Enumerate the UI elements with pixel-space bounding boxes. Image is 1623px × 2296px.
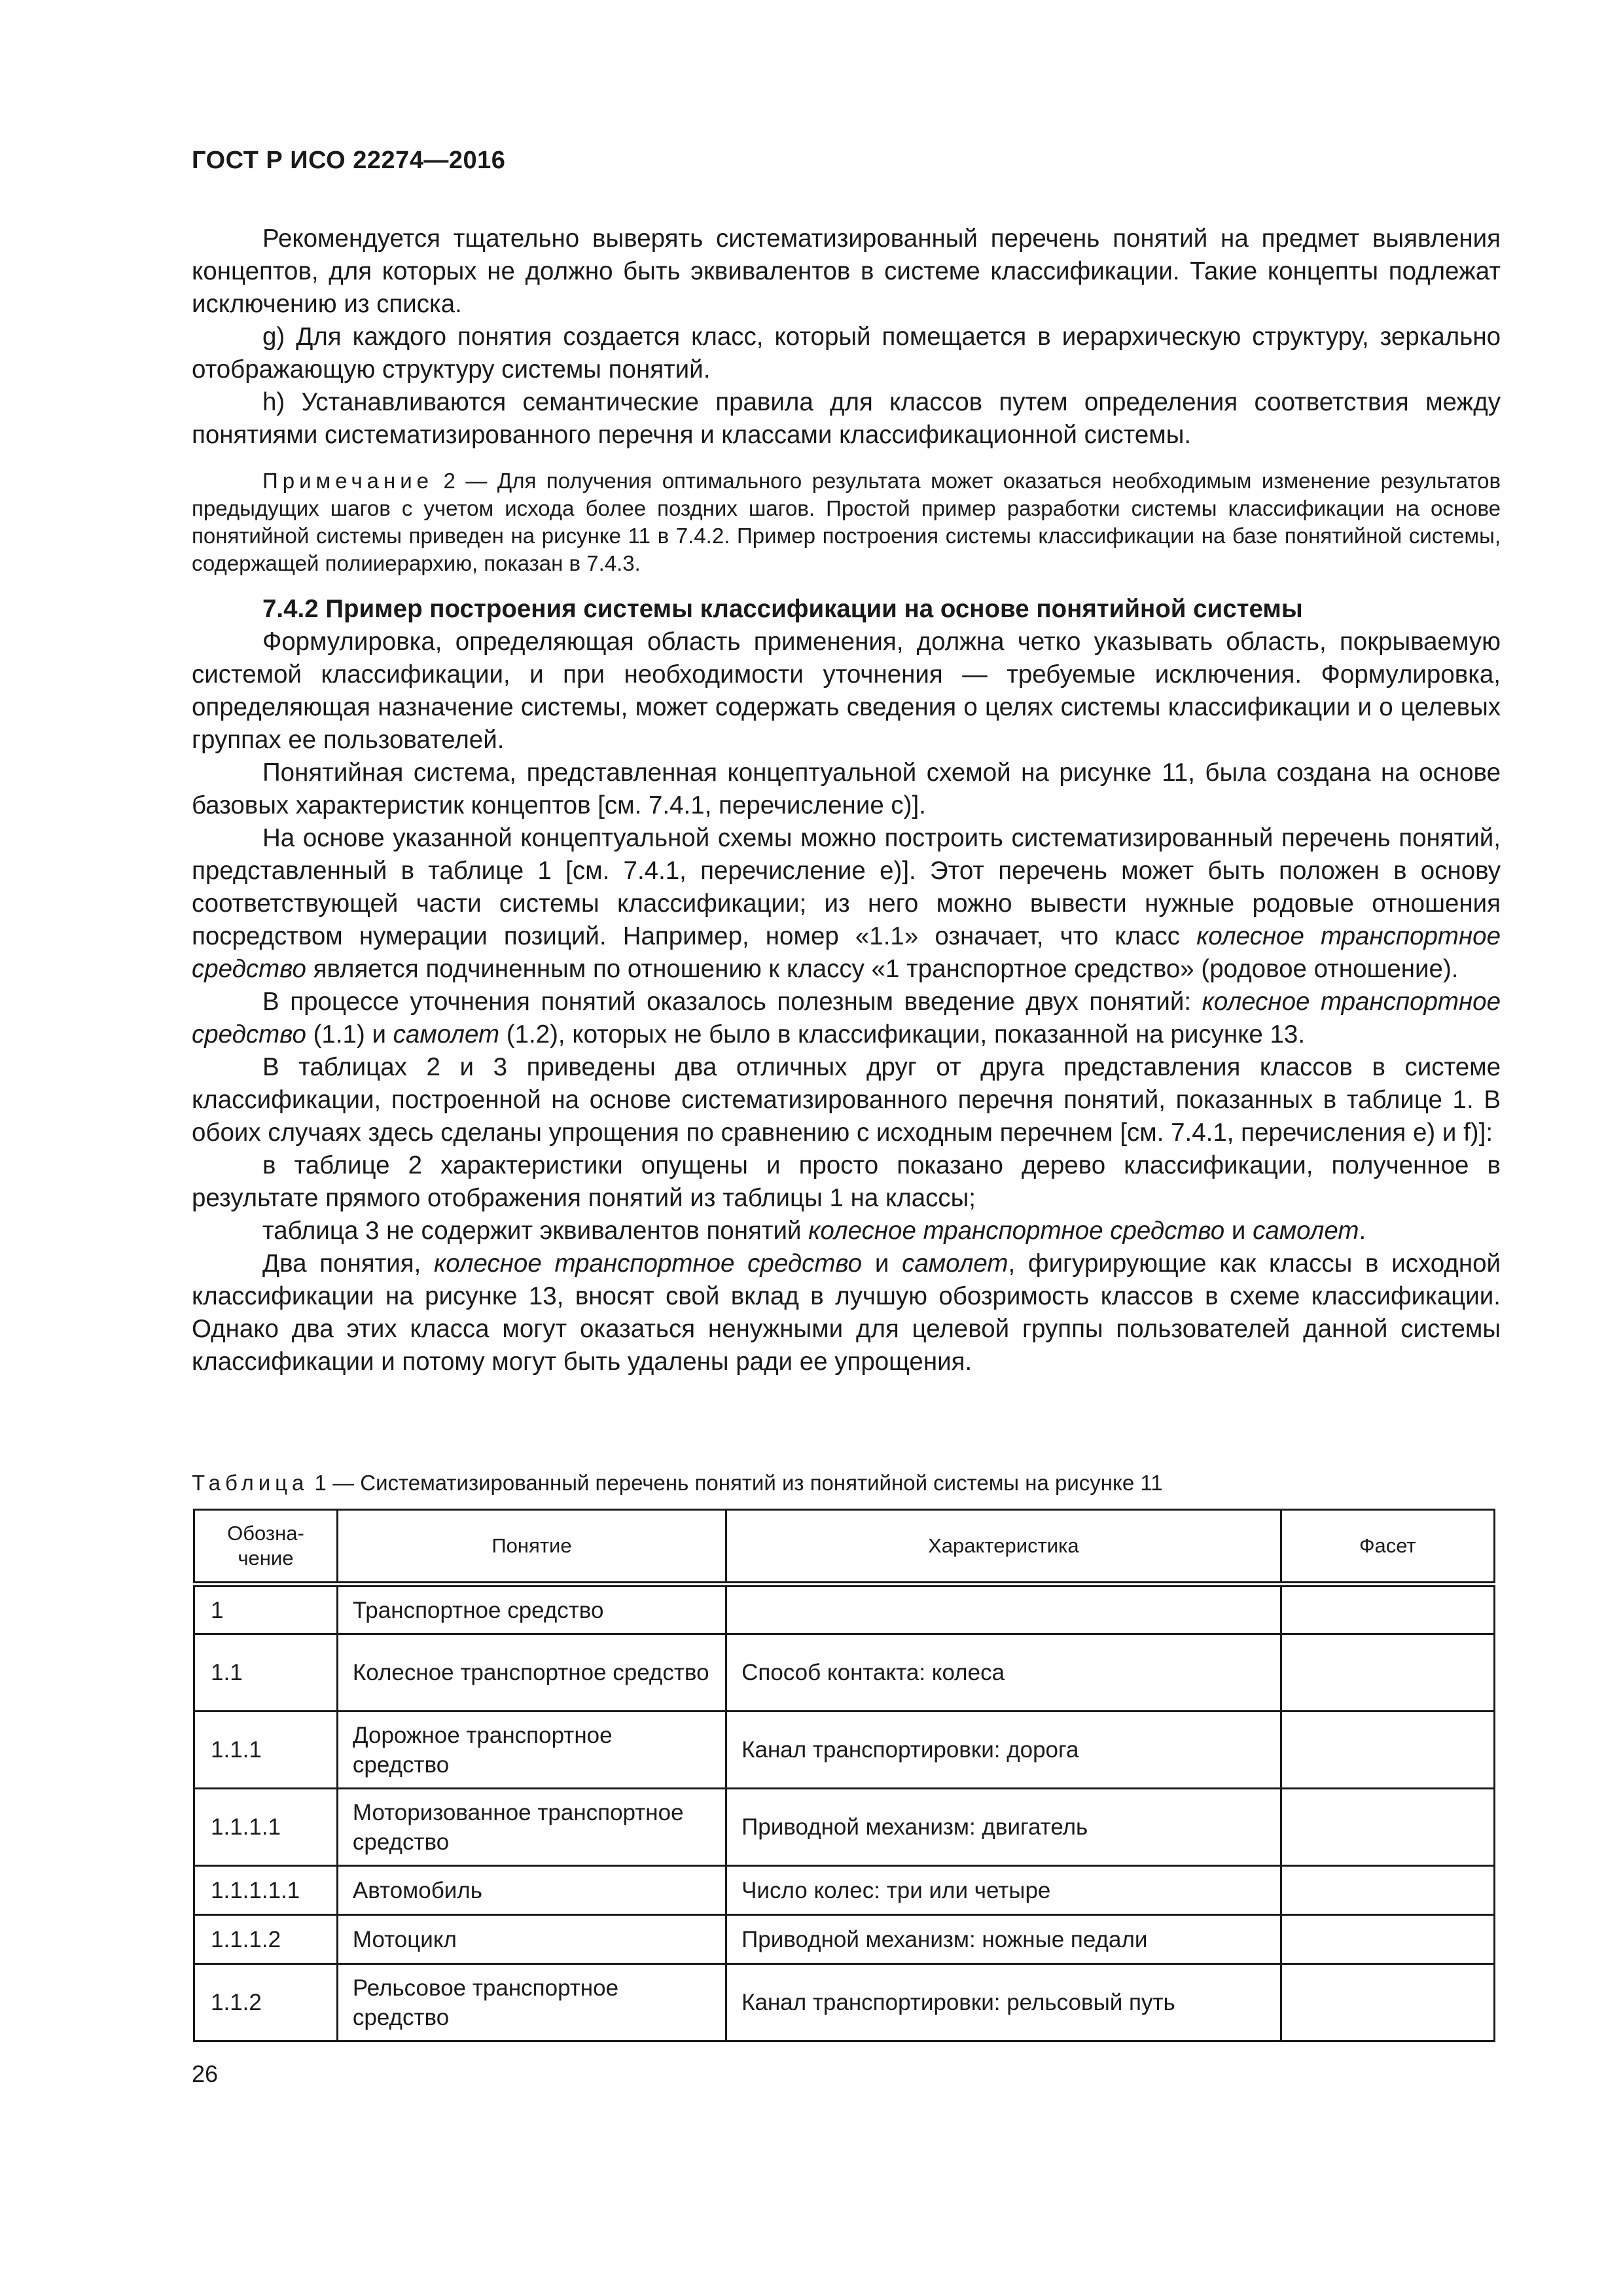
text-run: и <box>862 1249 902 1278</box>
text-run: , фигурирующие как классы в исходной классификации на рисунке 13, вносят свой вклад в лучшую обозримость классов в схеме классификации. Однако два этих класса могут оказаться ненужными для целевой группы пользователей данной системы классификации и потому могут быть удалены ради ее упрощения. <box>192 1249 1501 1376</box>
table-row <box>194 1585 1495 1634</box>
table-row <box>194 1789 1495 1866</box>
cell-concept: Мотоцикл <box>337 1915 726 1964</box>
cell-concept: Транспортное средство <box>337 1585 726 1634</box>
cell-facet <box>1281 1712 1494 1789</box>
text-run: Два понятия, <box>262 1249 435 1278</box>
note-label: Примечание <box>262 469 434 493</box>
text-run: В процессе уточнения понятий оказалось полезным введение двух понятий: <box>262 988 1202 1016</box>
paragraph: g) Для каждого понятия создается класс, который помещается в иерархическую структуру, зеркально отображающую структуру системы понятий. <box>192 323 1501 384</box>
paragraph: Понятийная система, представленная концептуальной схемой на рисунке 11, была создана на основе базовых характеристик концептов [см. 7.4.1, перечисление с)]. <box>192 759 1501 819</box>
paragraph: В таблицах 2 и 3 приведены два отличных друг от друга представления классов в системе классификации, построенной на основе систематизированного перечня понятий, показанных в таблице 1. В обоих случаях здесь сделаны упрощения по сравнению с исходным перечнем [см. 7.4.1, перечисления е) и f)]: <box>192 1053 1501 1147</box>
table-title-label: Таблица <box>192 1471 309 1495</box>
text-run: (1.1) и <box>306 1020 393 1049</box>
cell-facet <box>1281 1634 1494 1712</box>
cell-concept: Колесное транспортное средство <box>337 1634 726 1712</box>
header-facet: Фасет <box>1281 1510 1494 1585</box>
cell-characteristic: Приводной механизм: ножные педали <box>726 1915 1281 1964</box>
cell-designation: 1.1.1 <box>194 1712 338 1789</box>
emphasis: самолет <box>902 1249 1008 1278</box>
table-title <box>192 1469 1163 1497</box>
cell-facet <box>1281 1915 1494 1964</box>
table-header-row <box>194 1510 1495 1585</box>
cell-designation: 1.1.1.1.1 <box>194 1866 338 1915</box>
cell-designation: 1 <box>194 1585 338 1634</box>
cell-characteristic: Способ контакта: колеса <box>726 1634 1281 1712</box>
emphasis: самолет <box>393 1020 500 1049</box>
cell-characteristic: Число колес: три или четыре <box>726 1866 1281 1915</box>
cell-facet <box>1281 1789 1494 1866</box>
cell-characteristic: Канал транспортировки: рельсовый путь <box>726 1964 1281 2041</box>
text-run: является подчиненным по отношению к классу «1 транспортное средство» (родовое отношение). <box>306 955 1459 983</box>
cell-characteristic <box>726 1585 1281 1634</box>
emphasis: колесное транспортное средство <box>808 1217 1225 1245</box>
table-row <box>194 1915 1495 1964</box>
page-number: 26 <box>192 2060 219 2087</box>
emphasis: самолет <box>1253 1217 1359 1245</box>
table-row <box>194 1866 1495 1915</box>
paragraph <box>192 1215 1501 1247</box>
cell-designation: 1.1.1.2 <box>194 1915 338 1964</box>
header-concept: Понятие <box>337 1510 726 1585</box>
paragraph: Формулировка, определяющая область применения, должна четко указывать область, покрываемую системой классификации, и при необходимости уточнения — требуемые исключения. Формулировка, определяющая назначение системы, может содержать сведения о целях системы классификации и о целевых группах ее пользователей. <box>192 628 1501 754</box>
paragraph <box>192 822 1501 986</box>
header-characteristic: Характеристика <box>726 1510 1281 1585</box>
cell-designation: 1.1.1.1 <box>194 1789 338 1866</box>
table-row <box>194 1634 1495 1712</box>
table-row <box>194 1964 1495 2041</box>
paragraph: h) Устанавливаются семантические правила для классов путем определения соответствия между понятиями систематизированного перечня и классами классификационной системы. <box>192 388 1501 449</box>
cell-facet <box>1281 1585 1494 1634</box>
text-run: таблица 3 не содержит эквивалентов понятий <box>262 1217 809 1245</box>
table-title-text: 1 — Систематизированный перечень понятий из понятийной системы на рисунке 11 <box>308 1471 1163 1495</box>
concepts-table <box>193 1509 1495 2042</box>
text-run: и <box>1224 1217 1253 1245</box>
emphasis: колесное транспортное средство <box>192 988 1501 1049</box>
paragraph <box>192 1247 1501 1378</box>
paragraph: в таблице 2 характеристики опущены и просто показано дерево классификации, полученное в результате прямого отображения понятий из таблицы 1 на классы; <box>192 1151 1501 1212</box>
note-text: 2 — Для получения оптимального результата может оказаться необходимым изменение результатов предыдущих шагов с учетом исхода более поздних шагов. Простой пример разработки системы классификации на основе понятийной системы приведен на рисунке 11 в 7.4.2. Пример построения системы классификации на базе понятийной системы, содержащей полииерархию, показан в 7.4.3. <box>192 469 1501 575</box>
cell-designation: 1.1 <box>194 1634 338 1712</box>
cell-concept: Автомобиль <box>337 1866 726 1915</box>
cell-characteristic: Приводной механизм: двигатель <box>726 1789 1281 1866</box>
table-row <box>194 1712 1495 1789</box>
cell-concept: Рельсовое транспортное средство <box>337 1964 726 2041</box>
paragraph <box>192 986 1501 1051</box>
cell-facet <box>1281 1866 1494 1915</box>
cell-facet <box>1281 1964 1494 2041</box>
emphasis: колесное транспортное средство <box>434 1249 863 1278</box>
document-header: ГОСТ Р ИСО 22274—2016 <box>192 147 506 174</box>
section-heading: 7.4.2 Пример построения системы классификации на основе понятийной системы <box>262 595 1303 623</box>
note <box>192 467 1501 577</box>
text-run: . <box>1359 1217 1366 1245</box>
cell-designation: 1.1.2 <box>194 1964 338 2041</box>
body-text <box>192 223 1501 1378</box>
emphasis: колесное транспортное средство <box>192 922 1501 983</box>
paragraph: Рекомендуется тщательно выверять систематизированный перечень понятий на предмет выявления концептов, для которых не должно быть эквивалентов в системе классификации. Такие концепты подлежат исключению из списка. <box>192 224 1501 318</box>
cell-concept: Дорожное транспортное средство <box>337 1712 726 1789</box>
text-run: (1.2), которых не было в классификации, показанной на рисунке 13. <box>499 1020 1306 1049</box>
text-run: На основе указанной концептуальной схемы можно построить систематизированный перечень понятий, представленный в таблице 1 [см. 7.4.1, перечисление е)]. Этот перечень может быть положен в основу соответствующей части системы классификации; из него можно вывести нужные родовые отношения посредством нумерации позиций. Например, номер «1.1» означает, что класс <box>192 824 1501 950</box>
cell-concept: Моторизованное транспортное средство <box>337 1789 726 1866</box>
cell-characteristic: Канал транспортировки: дорога <box>726 1712 1281 1789</box>
header-designation: Обозна- чение <box>194 1510 338 1585</box>
